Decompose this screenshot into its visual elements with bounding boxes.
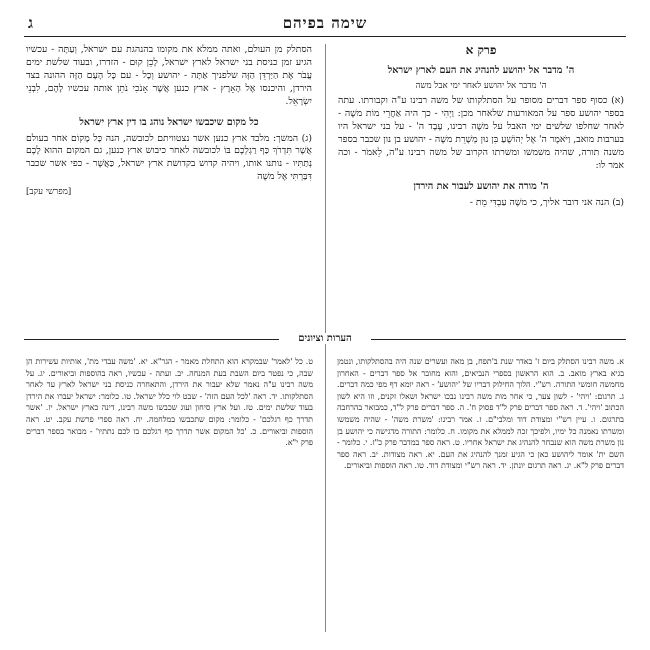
- footnotes-right-column: [337, 356, 624, 474]
- footnotes-left-column: [26, 356, 313, 451]
- section-heading: כל מקום שיכבשו ישראל נוהג בו דין ארץ ישראל: [79, 116, 259, 128]
- notes-separator: [24, 333, 626, 352]
- footnote-text: א. משה רבינו הסתלק ביום ז' באדר שנת ב'תפח, בן מאה ועשרים שנה היה בהסתלקותו, ונטמן בגיא בארץ מואב. ב. הוא הראשון בספרי הנביאים, והוא מחובר אל ספר דברים - האחרון מחמשה חומשי התורה. רש"י. הלוך החילוק דבריו של 'יהושע' - ראה יומא דף מפי כמה דברים. ג. תרגום: 'ויהי' - לשון צער, כי אחר מות משה רבינו נבכו ישראל ושאלו זקנים, וזו היא לשון הכתוב 'ויהי'. ד. ראה ספר דברים פרק ל"ד פסוק ח'. ה. ספר דברים פרק ל"ד, כמבואר בהרחבה בתרגום. ו. עיין רש"י ומצודת דוד ומלבי"ם. ז. אמר רבינו: 'משרת משה' - שהיה משמשו ומשרתו נאמנה כל ימיו, ולפיכך זכה לממלא את מקומו. ח. כלומר: התורה מדגישה כי יהושע בן נון משרת משה הוא שנבחר להנהיג את ישראל אחריו. ט. ראה ספר במדבר פרק כ"ז. י. כלומר - השם ית' אומר ליהושע כאן כי הגיע זמנך להנהיג את העם. יא. ראה מצודות. יב. ראה ספר דברים פרק ל"א. יג. ראה תרגום יונתן. יד. ראה רש"י ומצודת דוד. טו. ראה הוספות וביאורים.: [337, 357, 624, 471]
- source-reference: [מפרשי עקב]: [26, 187, 72, 198]
- page-number: ג: [28, 14, 33, 32]
- verse-paragraph: (ב) הנה אני דובר אליך, כי משֶׁה עַבְדִּי מֵת -: [469, 196, 624, 208]
- chapter-heading: פרק א: [465, 43, 497, 57]
- verse-paragraph: הסתלק מן העולם, ואתה ממלא את מקומו בהנהגת עם ישראל, וְעַתָּה - עכשיו הגיע זמן כניסת בני ישראל לארץ ישראל, לָכֵן קוּם - הזדרז, ובעוד שלשת ימים עֲבֹר אֶת הַיַּרְדֵּן הַזֶּה שלפניך אַתָּה - יהושע וְכָל - עם כָּל הָעָם הַזֶּה ההונה בצד הירדן, והיכנסו אֶל הָאָרֶץ - ארץ כנען אֲשֶׁר אָנֹכִי נֹתֵן אותה עכשיו לָהֶם, לִבְנֵי יִשְׂרָאֵל.: [26, 44, 312, 107]
- section-heading: ה' מורה את יהושע לעבור את הירדן: [413, 180, 549, 192]
- verse-paragraph: (ג) המשך: מלבד ארץ כנען אשר נצטוויתם לכובשה, הנה כָּל מָקוֹם אחר בעולם אֲשֶׁר תִּדְרֹךְ כַּף רַגְלְכֶם בּוֹ לכובשה לאחר כיבוש ארץ כנען, גם המקום ההוא לָכֶם נְתַתִּיו - נותנו אותו, ויהיה קדוש בקדושת ארץ ישראל, כַּאֲשֶׁר - כפי אשר שכבר דִּבַּרְתִּי אֶל משֶׁה: [26, 132, 312, 183]
- main-text-left-column: [26, 44, 312, 202]
- footnote-text: ט. כל 'לאמר' שבמקרא הוא התחלת מאמר - הגר"א. יא. 'משה עבדי מת', אותיות עשירות הן שבה, כי נפטר ביום השבת בעת המנחה. יב. ועתה - עכשיו, ראה בהוספות וביאורים. יג. על משה רבינו ע"ה נאמר שלא יעבור את הירדן, והתאחרה כניסת בני ישראל לארץ עד לאחר הסתלקותו. יד. ראה 'לכל העם הזה' - שבט לוי כלל ישראל. טו. כלומר: ישראל יעברו את הירדן בעוד שלשת ימים. טז. ועל ארץ סיחון ועוג שכבשו משה רבינו, דינה כארץ ישראל. יז. 'אשר תדרך כף רגלכם' - כלומר: מקום שתכבשו במלחמה. יח. ראה ספרי פרשת עקב. יט. ראה הוספות וביאורים. כ. 'כל המקום אשר תדרך כף רגלכם בו לכם נתתיו' - מבואר בספר דברים פרק י"א.: [26, 357, 313, 448]
- verse-paragraph: (א) כסוף ספר דברים מסופר על הסתלקותו של משה רבינו ע"ה וקבורתו. עתה בספר יהושע ספר על המאורעות שלאחר מכן: וַיְהִי - כך היה אַחֲרֵי מוֹת משֶׁה - לאחר שחלפו שלשים ימי האבל על משֶׁה רבינו, עֶבֶד ה' - על בני ישראל היו בערבות מואב, וַיֹּאמֶר ה' אֶל יְהוֹשֻׁעַ בִּן נוּן מְשָׁרֵת משֶׁה - יהושע בן נון שכבר בספר משנה תורה, שהיה משמשו ומשרתו הקרוב של משה רבינו ע"ה, לֵאמֹר - וכה אמר לו:: [338, 95, 624, 171]
- notes-title: הערות וציונים: [279, 333, 371, 344]
- section-heading: ה' מדבר אל יהושע להנהיג את העם לארץ ישראל: [387, 64, 575, 76]
- section-caption: ה' מדבר אל יהושע לאחר ימי אבל משה: [415, 80, 547, 91]
- main-text-right-column: [338, 44, 624, 213]
- running-header: [24, 14, 626, 37]
- running-title: שימה בפיהם: [282, 14, 368, 32]
